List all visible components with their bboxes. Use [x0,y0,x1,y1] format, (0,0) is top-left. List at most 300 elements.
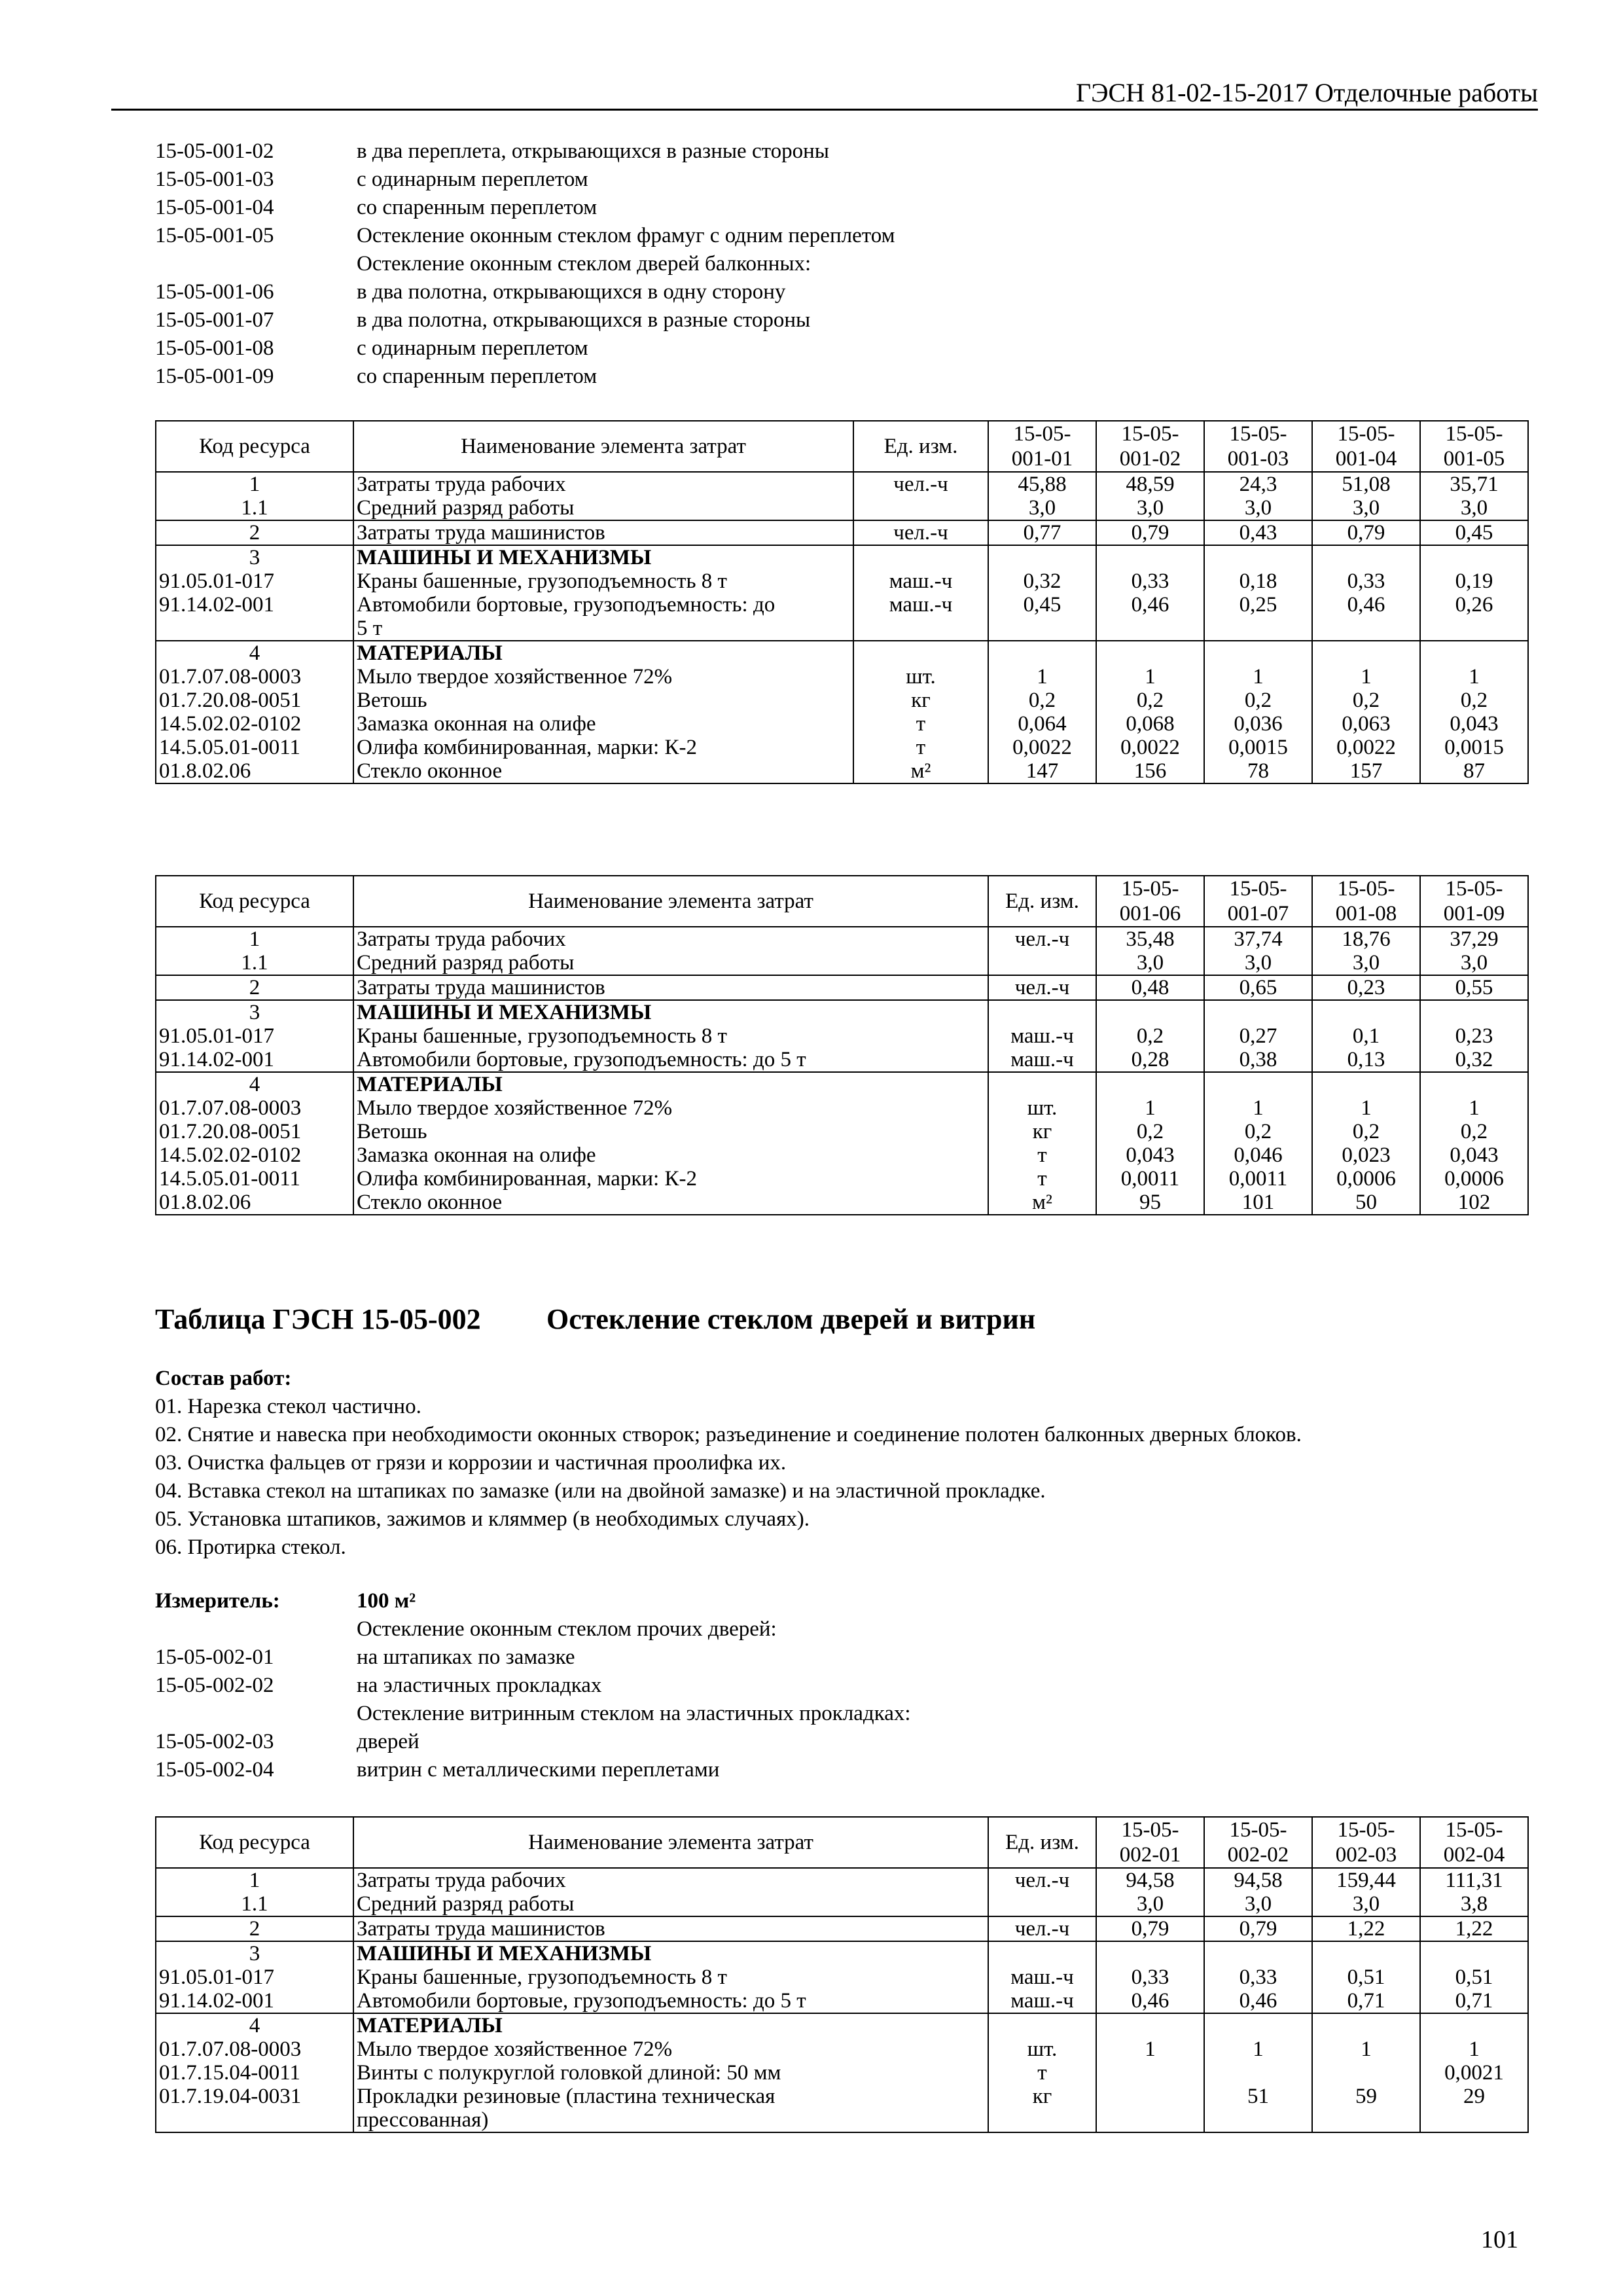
row-value: 0,046 [1204,1143,1312,1167]
works-item: 01. Нарезка стекол частично. [155,1395,421,1418]
table-row [156,2013,1528,2037]
row-value: 1,22 [1420,1916,1528,1941]
list-item-text: в два полотна, открывающихся в одну сторону [357,280,786,304]
table-row [156,689,1528,712]
row-value: 156 [1096,759,1204,783]
table-header-row [156,421,1528,472]
list-item [155,306,895,334]
row-value: 3,0 [1204,496,1312,520]
header-norm-code-line: 001-04 [1335,447,1397,471]
row-value [1096,1941,1204,1965]
row-value [1420,1000,1528,1024]
table-row [156,1916,1528,1941]
row-value: 3,0 [988,496,1096,520]
row-value: 0,65 [1204,975,1312,1000]
row-value: 3,0 [1204,1892,1312,1916]
row-name: МАШИНЫ И МЕХАНИЗМЫ [353,1000,988,1024]
header-norm-code [1096,876,1204,927]
row-value: 0,023 [1312,1143,1420,1167]
list-item-text: Остекление оконным стеклом прочих дверей: [357,1617,777,1641]
row-value: 45,88 [988,472,1096,496]
row-code: 01.8.02.06 [156,1191,353,1215]
row-name: Стекло оконное [353,759,853,783]
row-value: 18,76 [1312,927,1420,951]
row-value: 0,33 [1096,1965,1204,1989]
row-unit: чел.-ч [988,927,1096,951]
row-unit [853,617,988,641]
table-row [156,472,1528,496]
header-norm-code [1420,876,1528,927]
row-value: 0,33 [1204,1965,1312,1989]
header-norm-code [1312,421,1420,472]
row-value [1096,641,1204,665]
row-value: 0,063 [1312,712,1420,736]
table-row [156,1072,1528,1096]
table-row [156,617,1528,641]
row-name: Автомобили бортовые, грузоподъемность: до 5 т [353,1989,988,2013]
row-value: 1 [1420,1096,1528,1120]
list-item [155,1728,911,1756]
row-name: Средний разряд работы [353,951,988,975]
row-value: 0,45 [1420,520,1528,545]
list-item-code: 15-05-002-03 [155,1730,274,1753]
row-name: Ветошь [353,689,853,712]
row-name: Олифа комбинированная, марки: К-2 [353,736,853,759]
row-code: 1.1 [156,951,353,975]
row-unit: маш.-ч [853,593,988,617]
header-norm-code-line: 15-05- [1337,877,1395,901]
row-value: 29 [1420,2085,1528,2108]
row-value: 0,0022 [988,736,1096,759]
row-code: 01.7.07.08-0003 [156,665,353,689]
list-item [155,137,895,166]
header-norm-code-line: 001-03 [1227,447,1289,471]
row-value: 35,48 [1096,927,1204,951]
row-value: 1 [1096,665,1204,689]
row-value: 0,1 [1312,1024,1420,1048]
row-code: 14.5.02.02-0102 [156,712,353,736]
table-row [156,736,1528,759]
page-number: 101 [1481,2226,1518,2253]
row-value [1420,1941,1528,1965]
row-value [1096,1000,1204,1024]
header-norm-code-line: 15-05- [1445,422,1503,446]
row-value: 1 [1096,1096,1204,1120]
row-unit [988,951,1096,975]
table-row [156,569,1528,593]
row-value: 0,0011 [1204,1167,1312,1191]
header-norm-code-line: 002-02 [1227,1843,1289,1867]
row-name: Средний разряд работы [353,1892,988,1916]
row-name: Мыло твердое хозяйственное 72% [353,1096,988,1120]
row-value: 0,0021 [1420,2061,1528,2085]
row-value: 0,0006 [1312,1167,1420,1191]
list-item-text: на эластичных прокладках [357,1674,602,1697]
row-name: МАШИНЫ И МЕХАНИЗМЫ [353,1941,988,1965]
list-item-text: на штапиках по замазке [357,1645,575,1669]
table-row [156,951,1528,975]
row-value [1204,617,1312,641]
table-code: Таблица ГЭСН 15-05-002 [155,1303,481,1335]
row-name: 5 т [353,617,853,641]
table-row [156,1024,1528,1048]
row-value: 24,3 [1204,472,1312,496]
row-unit: маш.-ч [988,1048,1096,1072]
row-value: 0,79 [1204,1916,1312,1941]
table-row [156,1120,1528,1143]
row-value: 0,28 [1096,1048,1204,1072]
works-item: 04. Вставка стекол на штапиках по замазке (или на двойной замазке) и на эластичной прокладке. [155,1479,1046,1503]
row-unit: кг [853,689,988,712]
table-row [156,927,1528,951]
row-unit: чел.-ч [988,1868,1096,1892]
row-unit [988,1000,1096,1024]
header-norm-code-line: 15-05- [1229,422,1287,446]
row-name: Прокладки резиновые (пластина техническая [353,2085,988,2108]
row-value: 1 [1204,1096,1312,1120]
row-value: 147 [988,759,1096,783]
row-value: 94,58 [1096,1868,1204,1892]
row-unit [988,2108,1096,2132]
row-value: 1 [1312,2037,1420,2061]
meter-block [155,1587,911,1784]
row-code: 01.7.07.08-0003 [156,2037,353,2061]
row-unit: чел.-ч [853,520,988,545]
header-norm-code-line: 001-01 [1011,447,1073,471]
row-value: 1 [1204,665,1312,689]
row-value: 0,2 [1096,689,1204,712]
row-code: 1.1 [156,1892,353,1916]
row-value [1204,2108,1312,2132]
row-code: 01.7.20.08-0051 [156,1120,353,1143]
header-name: Наименование элемента затрат [353,421,853,472]
row-code: 2 [156,975,353,1000]
table-row [156,1167,1528,1191]
row-unit: маш.-ч [988,1965,1096,1989]
row-unit: маш.-ч [988,1024,1096,1048]
row-value: 0,71 [1312,1989,1420,2013]
top-list [155,137,895,391]
row-value: 0,0011 [1096,1167,1204,1191]
table-row [156,1965,1528,1989]
row-name: Мыло твердое хозяйственное 72% [353,665,853,689]
header-code: Код ресурса [156,1817,353,1868]
row-unit: шт. [853,665,988,689]
row-value: 0,79 [1096,1916,1204,1941]
row-name: Затраты труда машинистов [353,1916,988,1941]
header-norm-code-line: 15-05- [1337,422,1395,446]
list-item-text: Остекление оконным стеклом фрамуг с одним переплетом [357,224,895,247]
row-code: 91.14.02-001 [156,1048,353,1072]
list-item-code: 15-05-001-07 [155,308,274,332]
row-unit: маш.-ч [853,569,988,593]
table-row [156,2108,1528,2132]
row-value: 0,2 [1312,689,1420,712]
row-value [988,641,1096,665]
list-item-code [155,1615,357,1643]
list-item-text: с одинарным переплетом [357,168,588,191]
table-row [156,2061,1528,2085]
resource-table-3 [155,1816,1529,2133]
row-name: Затраты труда машинистов [353,975,988,1000]
table-row [156,496,1528,520]
header-name: Наименование элемента затрат [353,1817,988,1868]
row-value: 0,79 [1096,520,1204,545]
row-value: 0,46 [1312,593,1420,617]
table-row [156,520,1528,545]
row-name: Затраты труда машинистов [353,520,853,545]
row-value: 3,0 [1312,496,1420,520]
row-value: 3,0 [1420,951,1528,975]
row-unit: кг [988,2085,1096,2108]
row-code: 1 [156,1868,353,1892]
row-value: 1 [988,665,1096,689]
row-value: 3,0 [1096,1892,1204,1916]
header-norm-code [1204,876,1312,927]
row-unit [988,1941,1096,1965]
row-code: 1 [156,472,353,496]
header-code: Код ресурса [156,876,353,927]
header-norm-code-line: 15-05- [1445,1818,1503,1842]
row-unit: маш.-ч [988,1989,1096,2013]
row-value: 3,0 [1204,951,1312,975]
row-value [1312,545,1420,569]
row-value: 0,2 [1420,689,1528,712]
row-value [1096,2108,1204,2132]
list-item-text: с одинарным переплетом [357,336,588,360]
row-value: 0,2 [1096,1120,1204,1143]
row-code: 01.8.02.06 [156,759,353,783]
row-value: 3,8 [1420,1892,1528,1916]
row-name: МАТЕРИАЛЫ [353,1072,988,1096]
table-row [156,665,1528,689]
row-value [1204,1000,1312,1024]
row-code: 91.14.02-001 [156,593,353,617]
works-item: 02. Снятие и навеска при необходимости оконных створок; разъединение и соединение полотен балконных дверных блоков. [155,1423,1302,1446]
row-name: Краны башенные, грузоподъемность 8 т [353,569,853,593]
row-unit [853,641,988,665]
table-header-row [156,1817,1528,1868]
row-value: 0,064 [988,712,1096,736]
row-value: 0,18 [1204,569,1312,593]
row-value: 0,0015 [1420,736,1528,759]
row-value [1420,617,1528,641]
row-code: 01.7.20.08-0051 [156,689,353,712]
list-item-code: 15-05-001-03 [155,168,274,191]
row-value: 0,2 [1096,1024,1204,1048]
row-value: 0,33 [1312,569,1420,593]
row-code: 1 [156,927,353,951]
row-unit: чел.-ч [988,1916,1096,1941]
row-value [1204,2061,1312,2085]
row-code: 91.05.01-017 [156,1965,353,1989]
header-unit: Ед. изм. [988,876,1096,927]
table-row [156,1868,1528,1892]
list-item [155,166,895,194]
row-unit: чел.-ч [853,472,988,496]
row-unit: чел.-ч [988,975,1096,1000]
list-item-code: 15-05-001-09 [155,365,274,388]
row-unit: т [853,736,988,759]
row-value [988,545,1096,569]
row-value: 102 [1420,1191,1528,1215]
list-item [155,222,895,250]
row-name: Мыло твердое хозяйственное 72% [353,2037,988,2061]
row-value: 1 [1204,2037,1312,2061]
row-value: 51,08 [1312,472,1420,496]
row-name: Средний разряд работы [353,496,853,520]
row-value: 0,0015 [1204,736,1312,759]
row-code: 91.14.02-001 [156,1989,353,2013]
row-value [1204,641,1312,665]
row-value: 87 [1420,759,1528,783]
header-norm-code [1204,1817,1312,1868]
row-value: 0,2 [1420,1120,1528,1143]
row-value [1420,1072,1528,1096]
row-value: 0,32 [988,569,1096,593]
table-row [156,975,1528,1000]
row-value [988,617,1096,641]
list-item-text: в два переплета, открывающихся в разные стороны [357,139,829,163]
list-item [155,194,895,222]
row-value: 37,74 [1204,927,1312,951]
row-code [156,617,353,641]
row-unit: т [988,1167,1096,1191]
row-value: 37,29 [1420,927,1528,951]
row-value: 0,27 [1204,1024,1312,1048]
row-value: 0,2 [1204,1120,1312,1143]
row-code: 01.7.07.08-0003 [156,1096,353,1120]
list-item-code: 15-05-002-01 [155,1645,274,1669]
table-row [156,1000,1528,1024]
row-value [1096,545,1204,569]
table-title [155,1302,1035,1336]
works-item: 06. Протирка стекол. [155,1535,346,1559]
header-title: ГЭСН 81-02-15-2017 Отделочные работы [1075,78,1538,107]
row-value: 0,23 [1312,975,1420,1000]
row-value [1420,641,1528,665]
row-value: 0,2 [988,689,1096,712]
row-code: 3 [156,545,353,569]
row-unit: шт. [988,2037,1096,2061]
row-name: Замазка оконная на олифе [353,1143,988,1167]
header-norm-code-line: 15-05- [1445,877,1503,901]
row-code: 2 [156,520,353,545]
table-row [156,759,1528,783]
list-item [155,1700,911,1728]
meter-label: Измеритель: [155,1589,280,1613]
row-value [1312,1072,1420,1096]
row-value [1312,1941,1420,1965]
row-code: 4 [156,1072,353,1096]
row-value: 50 [1312,1191,1420,1215]
row-value: 0,46 [1204,1989,1312,2013]
row-value: 94,58 [1204,1868,1312,1892]
row-value: 1 [1420,665,1528,689]
row-value [1420,2013,1528,2037]
row-value: 0,79 [1312,520,1420,545]
row-name: Автомобили бортовые, грузоподъемность: до 5 т [353,1048,988,1072]
table-row [156,1989,1528,2013]
table-row [156,2085,1528,2108]
header-norm-code-line: 001-02 [1119,447,1181,471]
list-item-code: 15-05-001-08 [155,336,274,360]
row-value: 0,0006 [1420,1167,1528,1191]
row-value [1420,545,1528,569]
header-name: Наименование элемента затрат [353,876,988,927]
header-norm-code [1420,1817,1528,1868]
header-unit: Ед. изм. [988,1817,1096,1868]
header-norm-code-line: 001-06 [1119,902,1181,925]
row-value: 1,22 [1312,1916,1420,1941]
row-value: 0,2 [1204,689,1312,712]
row-value: 0,0022 [1096,736,1204,759]
list-item-text: в два полотна, открывающихся в разные стороны [357,308,811,332]
row-code: 4 [156,2013,353,2037]
row-value: 95 [1096,1191,1204,1215]
row-name: МАШИНЫ И МЕХАНИЗМЫ [353,545,853,569]
row-value: 0,043 [1420,712,1528,736]
row-unit: м² [988,1191,1096,1215]
list-item [155,1615,911,1643]
list-item [155,278,895,306]
row-unit: шт. [988,1096,1096,1120]
row-value: 3,0 [1312,1892,1420,1916]
row-unit: т [853,712,988,736]
table-row [156,1048,1528,1072]
header-norm-code [1420,421,1528,472]
row-code: 3 [156,1000,353,1024]
row-value: 159,44 [1312,1868,1420,1892]
row-value [1096,2013,1204,2037]
row-value [1096,1072,1204,1096]
row-code: 14.5.02.02-0102 [156,1143,353,1167]
header-norm-code-line: 15-05- [1229,877,1287,901]
row-code [156,2108,353,2132]
row-value [1204,2013,1312,2037]
list-item-code: 15-05-001-04 [155,196,274,219]
row-value: 0,19 [1420,569,1528,593]
header-norm-code-line: 001-05 [1443,447,1505,471]
row-value: 0,51 [1420,1965,1528,1989]
row-unit: т [988,2061,1096,2085]
row-value: 157 [1312,759,1420,783]
row-value: 0,068 [1096,712,1204,736]
list-item-text: витрин с металлическими переплетами [357,1758,720,1782]
row-value [1312,2013,1420,2037]
row-value [1420,2108,1528,2132]
row-value: 3,0 [1312,951,1420,975]
row-value: 35,71 [1420,472,1528,496]
table-row [156,641,1528,665]
row-code: 4 [156,641,353,665]
row-value: 3,0 [1096,496,1204,520]
list-item-code [155,1700,357,1728]
list-item-code [155,250,357,278]
resource-table-1 [155,420,1529,784]
row-unit [988,1072,1096,1096]
header-norm-code [1204,421,1312,472]
row-code: 01.7.19.04-0031 [156,2085,353,2108]
header-unit: Ед. изм. [853,421,988,472]
header-norm-code-line: 001-08 [1335,902,1397,925]
row-value: 48,59 [1096,472,1204,496]
row-value: 0,13 [1312,1048,1420,1072]
row-value: 0,0022 [1312,736,1420,759]
row-value [1204,545,1312,569]
row-code: 91.05.01-017 [156,1024,353,1048]
row-code: 91.05.01-017 [156,569,353,593]
